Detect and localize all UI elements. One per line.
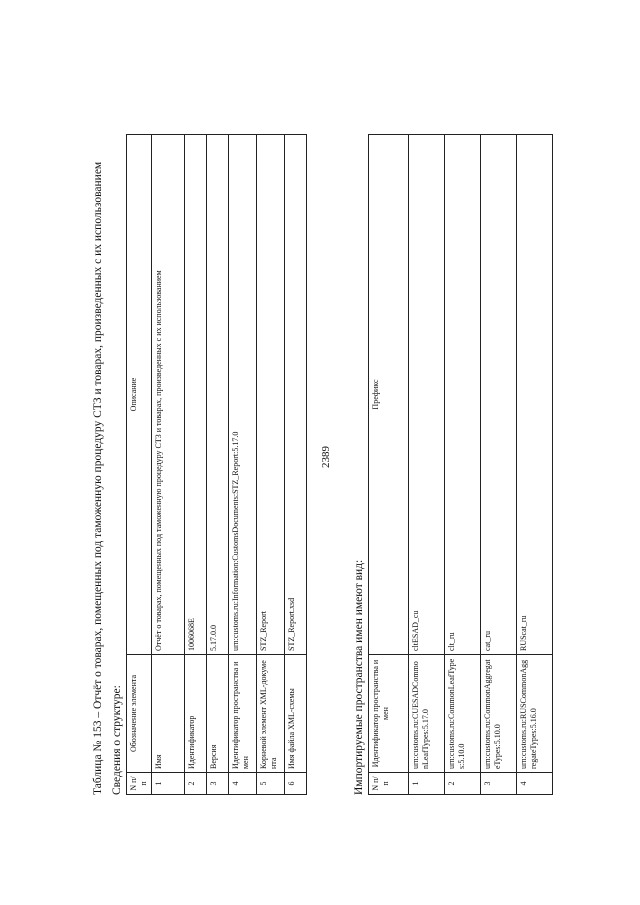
namespace-id: urn:customs.ru:CommonAggregateTypes:5.10.0: [481, 655, 517, 773]
row-number: 2: [185, 773, 207, 795]
element-description: 5.17.0.0: [207, 135, 229, 655]
rotated-page-content: [90, 65, 560, 795]
element-name: Идентификатор: [185, 655, 207, 773]
element-name: Имя файла XML-схемы: [285, 655, 307, 773]
namespace-prefix: RUScat_ru: [517, 135, 553, 655]
header-cell: N п/п: [127, 773, 152, 795]
element-description: urn:customs.ru:Information:CustomsDocuments:STZ_Report:5.17.0: [229, 135, 257, 655]
header-cell: Обозначение элемента: [127, 655, 152, 773]
namespace-prefix: clt_ru: [445, 135, 481, 655]
element-name: Имя: [152, 655, 185, 773]
element-description: Отчёт о товарах, помещенных под таможенную процедуру СТЗ и товарах, произведенных с их использованием: [152, 135, 185, 655]
page-number: 2389: [320, 446, 332, 468]
row-number: 4: [229, 773, 257, 795]
table-row: [207, 135, 229, 795]
table-row: [445, 135, 481, 795]
row-number: 3: [481, 773, 517, 795]
table-row: [517, 135, 553, 795]
row-number: 6: [285, 773, 307, 795]
table-caption: Таблица № 153 – Отчёт о товарах, помещенных под таможенную процедуру СТЗ и товарах, произведенных с их использованием: [92, 161, 104, 795]
namespace-prefix: cat_ru: [481, 135, 517, 655]
namespace-prefix: cltESAD_cu: [409, 135, 445, 655]
table-row: [409, 135, 445, 795]
header-cell: N п/п: [369, 773, 409, 795]
element-description: STZ_Report.xsd: [285, 135, 307, 655]
table-row: [257, 135, 285, 795]
table-row: [229, 135, 257, 795]
structure-heading: Сведения о структуре:: [111, 685, 123, 795]
row-number: 1: [409, 773, 445, 795]
structure-header-row: [127, 135, 152, 795]
namespace-id: urn:customs.ru:RUSCommonAggregateTypes:5.16.0: [517, 655, 553, 773]
row-number: 4: [517, 773, 553, 795]
element-name: Версия: [207, 655, 229, 773]
structure-table: [126, 134, 307, 795]
header-cell: Префикс: [369, 135, 409, 655]
header-cell: Идентификатор пространства имен: [369, 655, 409, 773]
table-row: [152, 135, 185, 795]
table-row: [481, 135, 517, 795]
namespaces-header-row: [369, 135, 409, 795]
namespaces-table: [368, 134, 553, 795]
table-row: [285, 135, 307, 795]
element-description: STZ_Report: [257, 135, 285, 655]
namespace-id: urn:customs.ru:CommonLeafTypes:5.10.0: [445, 655, 481, 773]
table-row: [185, 135, 207, 795]
namespace-id: urn:customs.ru:CUESADCommonLeafTypes:5.17.0: [409, 655, 445, 773]
element-name: Идентификатор пространства имен: [229, 655, 257, 773]
element-description: 1006068E: [185, 135, 207, 655]
row-number: 1: [152, 773, 185, 795]
header-cell: Описание: [127, 135, 152, 655]
row-number: 2: [445, 773, 481, 795]
row-number: 5: [257, 773, 285, 795]
row-number: 3: [207, 773, 229, 795]
namespaces-heading: Импортируемые пространства имен имеют вид:: [353, 559, 365, 795]
element-name: Корневой элемент XML-документа: [257, 655, 285, 773]
